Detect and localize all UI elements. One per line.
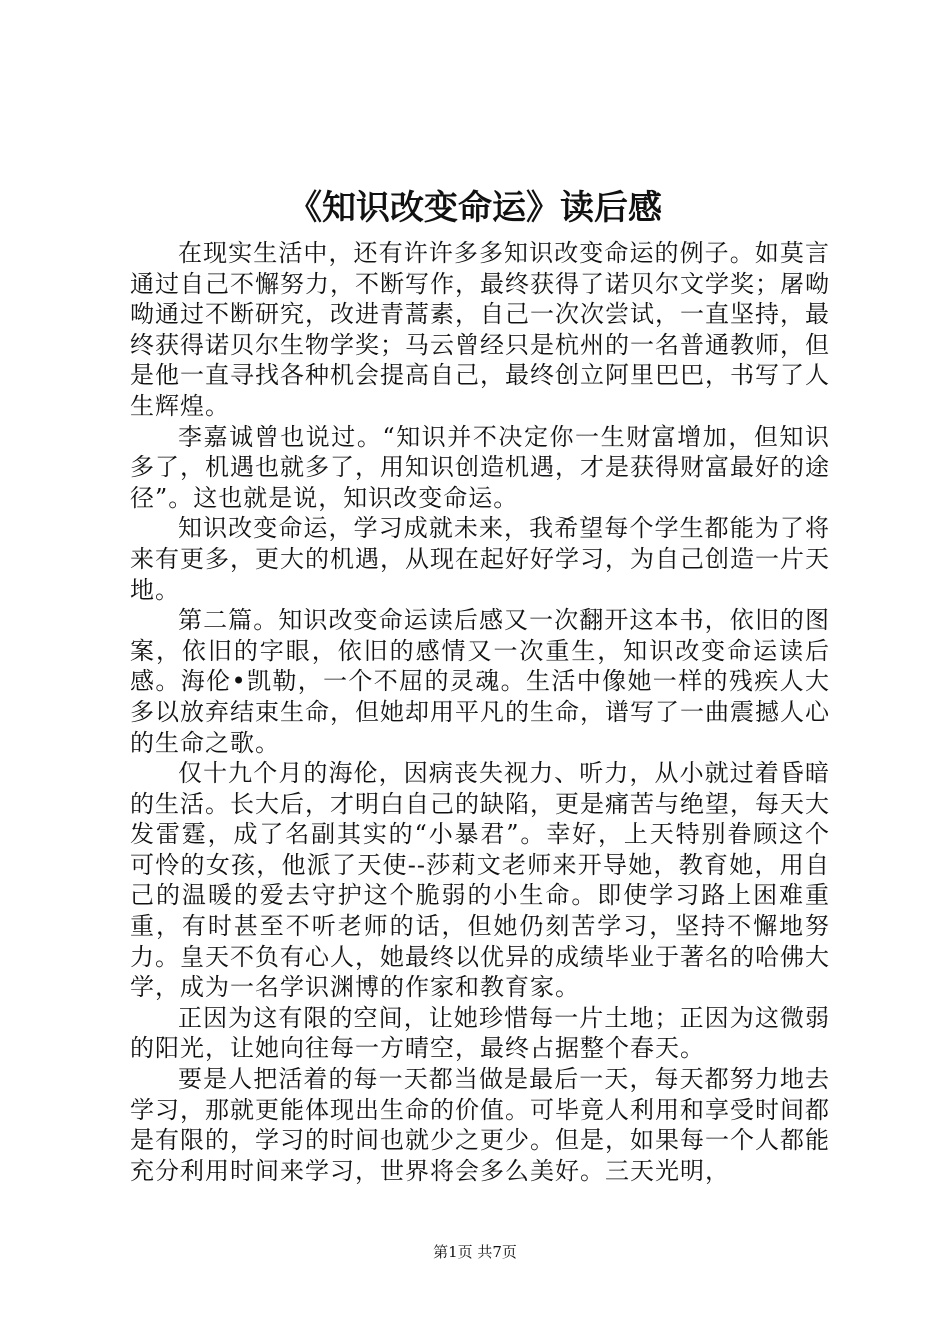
page-footer: 第1页 共7页 xyxy=(433,1243,517,1261)
paragraph: 知识改变命运，学习成就未来，我希望每个学生都能为了将来有更多，更大的机遇，从现在起好好学习，为自己创造一片天地。 xyxy=(130,514,830,604)
paragraph: 第二篇。知识改变命运读后感又一次翻开这本书，依旧的图案，依旧的字眼，依旧的感情又一次重生，知识改变命运读后感。海伦•凯勒，一个不屈的灵魂。生活中像她一样的残疾人大多以放弃结束生命，但她却用平凡的生命，谱写了一曲震撼人心的生命之歌。 xyxy=(130,606,830,757)
document-body xyxy=(130,238,830,1186)
paragraph: 李嘉诚曾也说过。“知识并不决定你一生财富增加，但知识多了，机遇也就多了，用知识创造机遇，才是获得财富最好的途径”。这也就是说，知识改变命运。 xyxy=(130,422,830,512)
paragraph: 仅十九个月的海伦，因病丧失视力、听力，从小就过着昏暗的生活。长大后，才明白自己的缺陷，更是痛苦与绝望，每天大发雷霆，成了名副其实的“小暴君”。幸好，上天特别眷顾这个可怜的女孩，他派了天使--莎莉文老师来开导她，教育她，用自己的温暖的爱去守护这个脆弱的小生命。即使学习路上困难重重，有时甚至不听老师的话，但她仍刻苦学习，坚持不懈地努力。皇天不负有心人，她最终以优异的成绩毕业于著名的哈佛大学，成为一名学识渊博的作家和教育家。 xyxy=(130,759,830,1002)
document-title: 《知识改变命运》读后感 xyxy=(288,188,662,228)
paragraph: 在现实生活中，还有许许多多知识改变命运的例子。如莫言通过自己不懈努力，不断写作，最终获得了诺贝尔文学奖；屠呦呦通过不断研究，改进青蒿素，自己一次次尝试，一直坚持，最终获得诺贝尔生物学奖；马云曾经只是杭州的一名普通教师，但是他一直寻找各种机会提高自己，最终创立阿里巴巴，书写了人生辉煌。 xyxy=(130,239,830,420)
paragraph: 正因为这有限的空间，让她珍惜每一片土地；正因为这微弱的阳光，让她向往每一方晴空，最终占据整个春天。 xyxy=(130,1003,830,1063)
paragraph: 要是人把活着的每一天都当做是最后一天，每天都努力地去学习，那就更能体现出生命的价值。可毕竟人利用和享受时间都是有限的，学习的时间也就少之更少。但是，如果每一个人都能充分利用时间来学习，世界将会多么美好。三天光明， xyxy=(130,1065,830,1185)
